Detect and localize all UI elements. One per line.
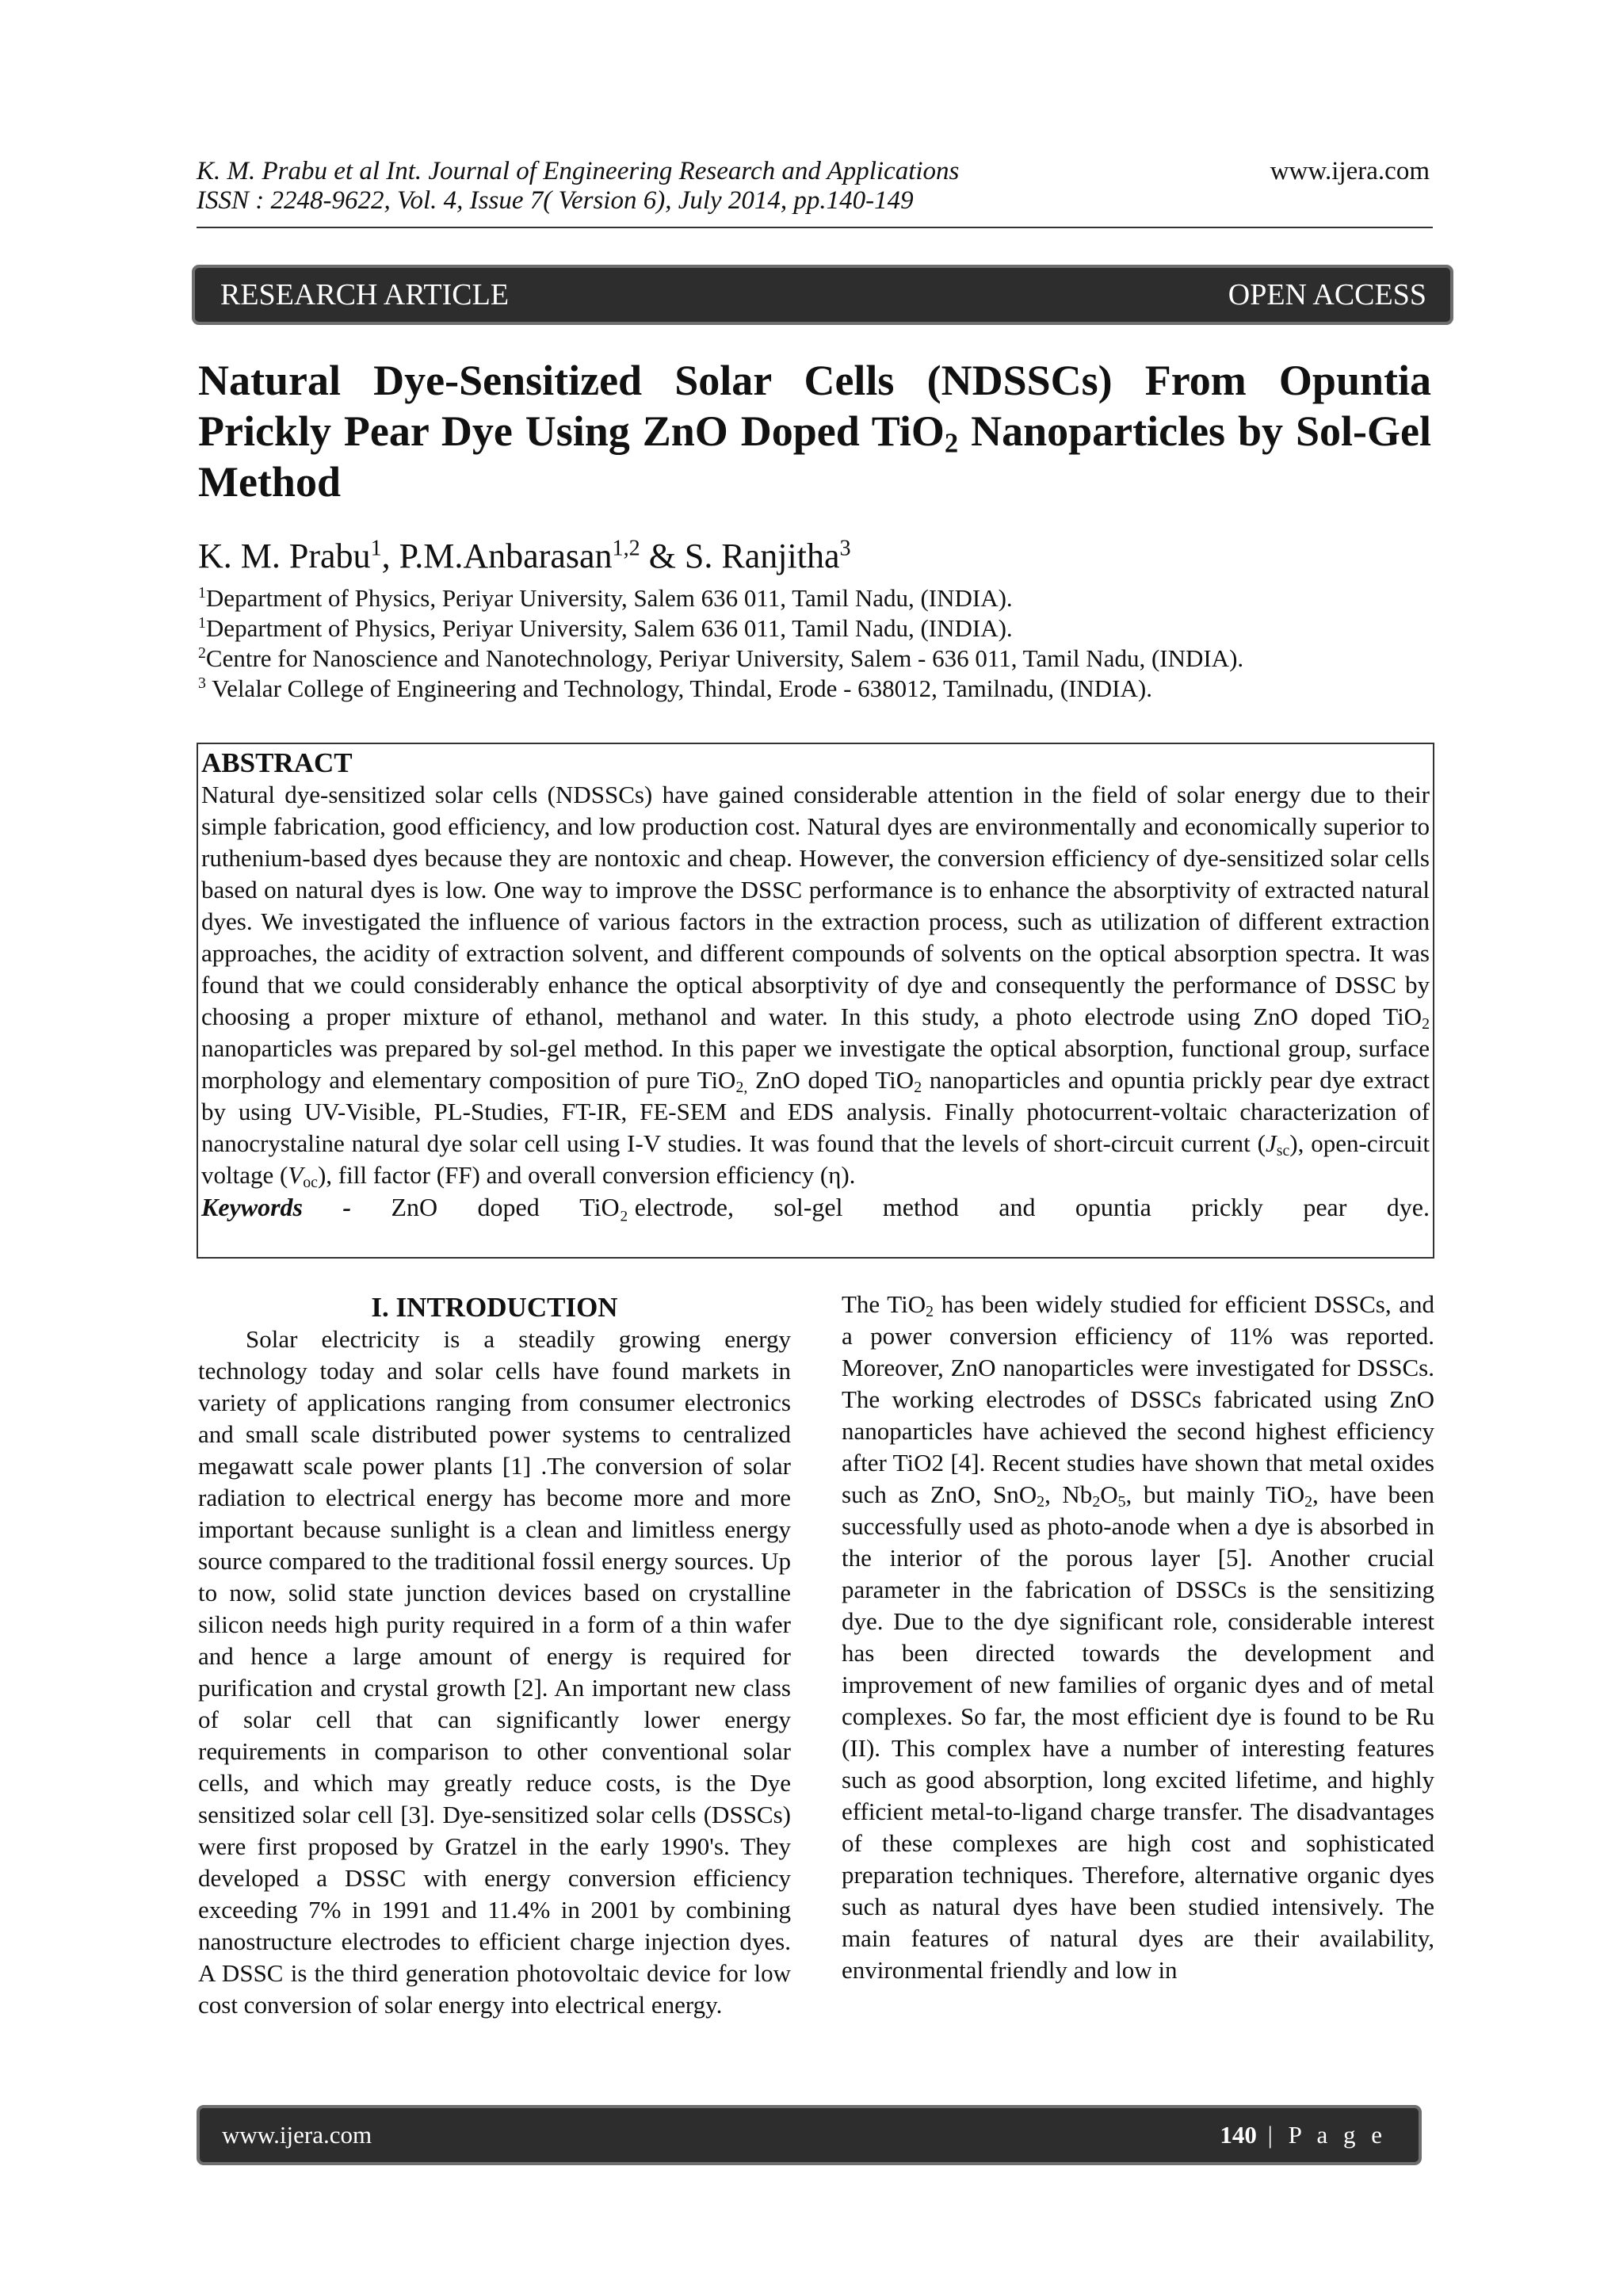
body-column-left — [198, 1289, 791, 2021]
author-affil-mark: 1 — [370, 536, 382, 561]
abstract-heading: ABSTRACT — [201, 747, 353, 778]
author-affil-mark: 3 — [839, 536, 851, 561]
subscript: 2 — [1037, 1492, 1045, 1511]
author-name: , P.M.Anbarasan — [381, 537, 613, 575]
symbol-j: J — [1265, 1129, 1277, 1157]
page-label: | P a g e — [1256, 2121, 1387, 2149]
keyword-item: - — [342, 1193, 352, 1221]
author-name: & S. Ranjitha — [640, 537, 840, 575]
affiliation-mark: 1 — [198, 584, 206, 602]
keyword-item: doped — [477, 1193, 540, 1221]
subscript: oc — [303, 1173, 318, 1191]
author-list — [198, 536, 851, 577]
research-article-label: RESEARCH ARTICLE — [220, 278, 510, 311]
affiliation-line — [198, 644, 1243, 674]
abstract-text: ), fill factor (FF) and overall conversion efficiency (η). — [317, 1161, 856, 1189]
keyword-item: pear — [1303, 1193, 1347, 1221]
body-text: O — [1100, 1480, 1118, 1508]
affiliation-mark: 2 — [198, 644, 206, 663]
subscript: 2 — [1092, 1492, 1101, 1511]
subscript: 2, — [735, 1078, 748, 1096]
abstract-text: nanoparticles was prepared by sol-gel method. In this paper we investigate the optical absorption, functional group, surface morphology and elementary composition of pure TiO — [201, 1034, 1430, 1094]
affiliation-line — [198, 583, 1013, 613]
article-type-banner — [192, 265, 1453, 325]
body-text: The TiO — [842, 1290, 926, 1318]
journal-citation-line: K. M. Prabu et al Int. Journal of Engineering Research and Applications — [197, 157, 960, 185]
body-column-right — [842, 1289, 1434, 1986]
title-text-1: Natural Dye-Sensitized Solar Cells (NDSSCs) From Opuntia Prickly Pear Dye Using ZnO Doped TiO — [198, 357, 1431, 455]
subscript: 2 — [1304, 1492, 1313, 1511]
keyword-item: sol-gel — [773, 1193, 843, 1221]
symbol-v: V — [288, 1161, 304, 1189]
keywords-line — [201, 1191, 1430, 1223]
keywords-label: Keywords — [201, 1193, 303, 1221]
section-heading-introduction: I. INTRODUCTION — [371, 1292, 618, 1323]
intro-paragraph: Solar electricity is a steadily growing energy technology today and solar cells have found markets in variety of applications ranging from consumer electronics and small scale distributed power systems to centralized megawatt scale power plants [1] .The conversion of solar radiation to electrical energy has become more and more important because sunlight is a clean and limitless energy source compared to the traditional fossil energy sources. Up to now, solid state junction devices based on crystalline silicon needs high purity required in a form of a thin wafer and hence a large amount of energy is required for purification and crystal growth [2]. An important new class of solar cell that can significantly lower energy requirements in comparison to other conventional solar cells, and which may greatly reduce costs, is the Dye sensitized solar cell [3]. Dye-sensitized solar cells (DSSCs) were first proposed by Gratzel in the early 1990's. They developed a DSSC with energy conversion efficiency exceeding 7% in 1991 and 11.4% in 2001 by combining nanostructure electrodes to efficient charge injection dyes. A DSSC is the third generation photovoltaic device for low cost conversion of solar energy into electrical energy. — [198, 1325, 791, 2019]
abstract-text: Natural dye-sensitized solar cells (NDSSCs) have gained considerable attention in the field of solar energy due to their simple fabrication, good efficiency, and low production cost. Natural dyes are environmentally and economically superior to ruthenium-based dyes because they are nontoxic and cheap. However, the conversion efficiency of dye-sensitized solar cells based on natural dyes is low. One way to improve the DSSC performance is to enhance the absorptivity of extracted natural dyes. We investigated the influence of various factors in the extraction process, such as utilization of different extraction approaches, the acidity of extraction solvent, and different compounds of solvents on the optical absorption spectra. It was found that we could considerably enhance the optical absorptivity of dye and consequently the performance of DSSC by choosing a proper mixture of ethanol, methanol and water. In this study, a photo electrode using ZnO doped TiO — [201, 781, 1430, 1030]
paper-title — [198, 355, 1431, 507]
affiliation-line — [198, 613, 1013, 644]
keyword-item: dye. — [1386, 1193, 1430, 1221]
author-affil-mark: 1,2 — [612, 536, 640, 561]
keyword-item: opuntia — [1075, 1193, 1151, 1221]
page-number — [1220, 2121, 1387, 2149]
affiliation-text: Velalar College of Engineering and Technology, Thindal, Erode - 638012, Tamilnadu, (INDIA). — [205, 674, 1152, 702]
abstract-section — [197, 743, 1434, 1259]
title-subscript: 2 — [944, 428, 959, 459]
subscript: 5 — [1117, 1492, 1126, 1511]
body-text: , but mainly TiO — [1125, 1480, 1305, 1508]
title-text-2: Nanoparticles by Sol-Gel Method — [198, 407, 1431, 506]
abstract-text: nanoparticles and opuntia prickly pear dye extract by using UV-Visible, PL-Studies, FT-IR, FE-SEM and EDS analysis. Finally photocurrent-voltaic characterization of nanocrystaline natural dye solar cell using I-V studies. It was found that the levels of short-circuit current ( — [201, 1066, 1430, 1157]
affiliation-mark: 3 — [198, 674, 206, 693]
header-website-link[interactable]: www.ijera.com — [1270, 157, 1430, 185]
body-text: has been widely studied for efficient DSSCs, and a power conversion efficiency of 11% was reported. Moreover, ZnO nanoparticles were investigated for DSSCs. The working electrodes of DSSCs fabricated using ZnO nanoparticles have achieved the second highest efficiency after TiO2 [4]. Recent studies have shown that metal oxides such as ZnO, SnO — [842, 1290, 1435, 1508]
subscript: sc — [1276, 1141, 1290, 1159]
open-access-label: OPEN ACCESS — [1228, 278, 1426, 311]
abstract-text: ), open-circuit voltage ( — [201, 1129, 1430, 1189]
keyword-item: method — [882, 1193, 959, 1221]
footer-website-link[interactable]: www.ijera.com — [222, 2121, 372, 2149]
abstract-body — [201, 779, 1430, 1191]
affiliation-text: Department of Physics, Periyar University, Salem 636 011, Tamil Nadu, (INDIA). — [205, 614, 1013, 642]
author-name: K. M. Prabu — [198, 537, 371, 575]
page-footer — [197, 2105, 1422, 2165]
page-number-value: 140 — [1220, 2121, 1257, 2149]
body-text: , have been successfully used as photo-anode when a dye is absorbed in the interior of the porous layer [5]. Another crucial parameter in the fabrication of DSSCs is the sensitizing dye. Due to the dye significant role, considerable interest has been directed towards the development and improvement of new families of organic dyes and of metal complexes. So far, the most efficient dye is found to be Ru (II). This complex have a number of interesting features such as good absorption, long excited lifetime, and highly efficient metal-to-ligand charge transfer. The disadvantages of these complexes are high cost and sophisticated preparation techniques. Therefore, alternative organic dyes such as natural dyes have been studied intensively. The main features of natural dyes are their availability, environmental friendly and low in — [842, 1480, 1434, 1984]
body-text: , Nb — [1044, 1480, 1093, 1508]
running-header — [197, 157, 959, 216]
affiliation-line — [198, 674, 1152, 704]
subscript: 2 — [914, 1078, 922, 1096]
subscript: 2 — [926, 1302, 934, 1320]
abstract-text: ZnO doped TiO — [747, 1066, 915, 1094]
affiliation-mark: 1 — [198, 614, 206, 632]
subscript: 2 — [1422, 1014, 1430, 1033]
header-divider — [197, 227, 1433, 228]
affiliation-text: Centre for Nanoscience and Nanotechnology, Periyar University, Salem - 636 011, Tamil Nadu, (INDIA). — [205, 644, 1244, 672]
issn-line: ISSN : 2248-9622, Vol. 4, Issue 7( Version 6), July 2014, pp.140-149 — [197, 186, 914, 215]
keyword-item: ZnO — [391, 1193, 438, 1221]
keyword-item: and — [999, 1193, 1036, 1221]
intro-paragraph-continued — [842, 1289, 1434, 1986]
affiliation-text: Department of Physics, Periyar University, Salem 636 011, Tamil Nadu, (INDIA). — [205, 584, 1013, 612]
keyword-item: prickly — [1191, 1193, 1263, 1221]
keyword-item: TiO₂ electrode, — [579, 1193, 734, 1221]
